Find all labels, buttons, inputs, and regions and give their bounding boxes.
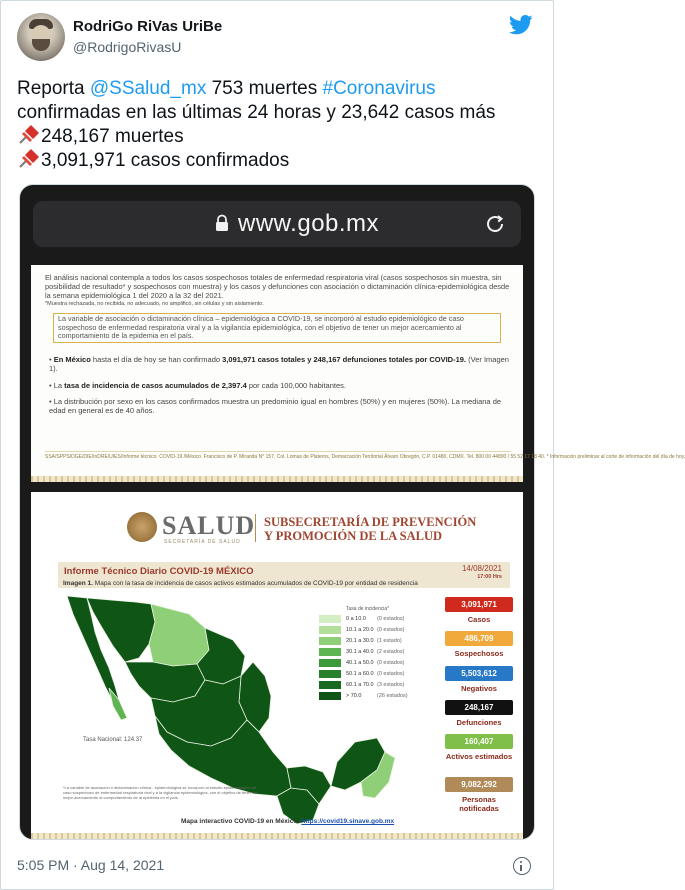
legend-item bbox=[319, 692, 409, 701]
map-link-label: Mapa interactivo COVID-19 en México: bbox=[181, 818, 302, 825]
stat-value: 160,407 bbox=[445, 734, 513, 749]
stat-label: Sospechosos bbox=[454, 649, 504, 658]
legend-count: (0 estados) bbox=[377, 671, 405, 677]
lock-icon bbox=[215, 215, 229, 231]
bold-text: tasa de incidencia de casos acumulados de 2,397.4 bbox=[64, 381, 247, 390]
legend-range: 0 a 10.0 bbox=[346, 616, 366, 622]
report-paragraph: El análisis nacional contempla a todos los casos sospechosos totales de enfermedad respiratoria viral (casos sospechosos sin muestra, sin posibilidad de resultado* y sospechosos con muestra) y los casos y defunciones con asociación o dictaminación clínica-epidemiológica desde la semana epidemiológica 1 del 2020 a la 32 del 2021. bbox=[45, 273, 510, 300]
tweet-text-segment: 753 muertes bbox=[206, 78, 323, 99]
pushpin-icon bbox=[17, 149, 39, 169]
legend-count: (3 estados) bbox=[377, 682, 405, 688]
tweet-line-1 bbox=[17, 77, 542, 101]
legend-count: (0 estados) bbox=[377, 616, 405, 622]
image-caption bbox=[63, 580, 418, 587]
author-name[interactable]: RodriGo RiVas UriBe bbox=[73, 18, 223, 35]
tweet-line-3 bbox=[17, 125, 542, 149]
legend-range: 60.1 a 70.0 bbox=[346, 682, 374, 688]
info-title: Informe Técnico Diario COVID-19 MÉXICO bbox=[64, 566, 254, 577]
stat-label: Casos bbox=[467, 615, 491, 624]
legend-title: Tasa de incidencia* bbox=[346, 606, 390, 612]
tweet-text bbox=[17, 77, 542, 173]
report-page-2 bbox=[31, 492, 523, 839]
legend-swatch bbox=[319, 692, 341, 700]
text-segment: La distribución por sexo en los casos confirmados muestra un predominio igual en hombres (50%) y en mujeres (50%). La mediana de edad en general es de 40 años. bbox=[49, 397, 502, 415]
legend-swatch bbox=[319, 626, 341, 634]
stat-value: 9,082,292 bbox=[445, 777, 513, 792]
decorative-stripe bbox=[31, 833, 523, 839]
legend-swatch bbox=[319, 615, 341, 623]
browser-url: www.gob.mx bbox=[238, 210, 380, 237]
avatar-beard bbox=[32, 39, 50, 51]
legend-item bbox=[319, 681, 409, 690]
stat-notificadas bbox=[445, 777, 513, 813]
info-icon[interactable] bbox=[513, 857, 531, 875]
pushpin-icon bbox=[17, 125, 39, 145]
legend-swatch bbox=[319, 648, 341, 656]
header-divider bbox=[255, 514, 256, 542]
legend-range: 10.1 a 20.0 bbox=[346, 627, 374, 633]
stat-defunciones bbox=[445, 700, 513, 727]
report-bullet-1: • En México hasta el día de hoy se han confirmado 3,091,971 casos totales y 248,167 defunciones totales por COVID-19. (Ver Imagen 1). bbox=[49, 355, 509, 373]
stat-casos bbox=[445, 597, 513, 624]
stat-label: Defunciones bbox=[456, 718, 502, 727]
legend-count: (26 estados) bbox=[377, 693, 408, 699]
salud-subtitle: SECRETARÍA DE SALUD bbox=[164, 539, 241, 545]
salud-seal-icon bbox=[127, 512, 157, 542]
tweet-line-2: confirmadas en las últimas 24 horas y 23,642 casos más bbox=[17, 102, 496, 123]
twitter-bird-icon[interactable] bbox=[509, 15, 533, 35]
tweet-line-4 bbox=[17, 149, 542, 173]
legend-swatch bbox=[319, 637, 341, 645]
legend-range: 20.1 a 30.0 bbox=[346, 638, 374, 644]
info-date: 14/08/2021 bbox=[461, 564, 502, 573]
tweet-media-image[interactable] bbox=[19, 184, 685, 840]
legend-item bbox=[319, 659, 409, 668]
decorative-stripe bbox=[31, 476, 523, 482]
text-segment: La bbox=[53, 381, 65, 390]
legend-range: 30.1 a 40.0 bbox=[346, 649, 374, 655]
report-box: La variable de asociación o dictaminación clínica – epidemiológica a COVID-19, se incorporó al estudio epidemiológico de caso sospechoso de enfermedad respiratoria viral y a la vigilancia epidemiológica, con el objetivo de tener un mejor acercamiento al comportamiento de la epidemia en el país. bbox=[53, 313, 501, 343]
caption-text: Mapa con la tasa de incidencia de casos activos estimados acumulados de COVID-19 por entidad de residencia bbox=[92, 580, 418, 587]
tasa-nacional: Tasa Nacional: 124.37 bbox=[83, 737, 143, 743]
legend-range: > 70.0 bbox=[346, 693, 362, 699]
tweet-timestamp[interactable]: 5:05 PM · Aug 14, 2021 bbox=[17, 857, 165, 873]
legend-item bbox=[319, 615, 409, 624]
stat-value: 248,167 bbox=[445, 700, 513, 715]
legend-count: (1 estado) bbox=[377, 638, 402, 644]
stat-value: 3,091,971 bbox=[445, 597, 513, 612]
bold-text: En México bbox=[53, 355, 91, 364]
legend-swatch bbox=[319, 659, 341, 667]
subsecretaria-title: SUBSECRETARÍA DE PREVENCIÓN Y PROMOCIÓN DE LA SALUD bbox=[264, 515, 477, 543]
stat-activos bbox=[445, 734, 513, 761]
stat-value: 486,709 bbox=[445, 631, 513, 646]
legend-range: 50.1 a 60.0 bbox=[346, 671, 374, 677]
map-note: *La variable de asociación o dictaminación clínica - epidemiológica se incorporó al estudio epidemiológico de caso sospechoso de enfermedad respiratoria viral y a la vigilancia epidemiológica, con el objetivo de tener un mejor acercamiento al comportamiento de la epidemia en el país. bbox=[63, 785, 257, 800]
reload-icon bbox=[483, 212, 507, 236]
cases-text: 3,091,971 casos confirmados bbox=[41, 150, 290, 171]
legend-item bbox=[319, 670, 409, 679]
report-bullet-3: • La distribución por sexo en los casos confirmados muestra un predominio igual en hombres (50%) y en mujeres (50%). La mediana de edad en general es de 40 años. bbox=[49, 397, 502, 415]
stat-sospechosos bbox=[445, 631, 513, 658]
legend-count: (0 estados) bbox=[377, 627, 405, 633]
browser-url-bar bbox=[33, 201, 521, 247]
stat-label: Negativos bbox=[461, 684, 497, 693]
legend-item bbox=[319, 648, 409, 657]
stat-label: Personas notificadas bbox=[459, 795, 499, 813]
report-footnote: *Muestra rechazada, no recibida, no adecuado, no amplificó, sin células y sin aislamiento. bbox=[45, 301, 264, 307]
hashtag-link[interactable]: #Coronavirus bbox=[322, 78, 436, 99]
legend-range: 40.1 a 50.0 bbox=[346, 660, 374, 666]
map-link[interactable]: https://covid19.sinave.gob.mx bbox=[301, 818, 395, 825]
text-segment: por cada 100,000 habitantes. bbox=[246, 381, 346, 390]
stat-negativos bbox=[445, 666, 513, 693]
legend-swatch bbox=[319, 681, 341, 689]
bold-text: 3,091,971 casos totales y 248,167 defunciones totales por COVID-19. bbox=[222, 355, 467, 364]
interactive-map-line bbox=[181, 818, 394, 825]
author-handle[interactable]: @RodrigoRivasU bbox=[73, 39, 182, 55]
legend-item bbox=[319, 626, 409, 635]
legend-item bbox=[319, 637, 409, 646]
report-footer: SSA/SPPS/DGE/DIE/InDRE/UIES/Informe técnico. COVID-19 /México. Francisco de P. Miranda N° 157, Col. Lomas de Plateros, Demarcación Territorial Álvaro Obregón, C.P. 01480, CDMX. Tel. 800 00 44800 / 55 52 17 18 40. * Información preliminar al corte de información del día de hoy. bbox=[45, 451, 511, 464]
deaths-text: 248,167 muertes bbox=[41, 126, 184, 147]
salud-title: SALUD bbox=[162, 511, 256, 540]
text-segment: hasta el día de hoy se han confirmado bbox=[90, 355, 223, 364]
legend-count: (0 estados) bbox=[377, 660, 405, 666]
caption-label: Imagen 1. bbox=[63, 580, 93, 587]
report-bullet-2: • La tasa de incidencia de casos acumulados de 2,397.4 por cada 100,000 habitantes. bbox=[49, 381, 346, 390]
legend-count: (2 estados) bbox=[377, 649, 405, 655]
tweet-text-segment: Reporta bbox=[17, 78, 90, 99]
stat-label: Activos estimados bbox=[445, 752, 513, 761]
info-time: 17:00 Hrs bbox=[477, 574, 502, 580]
mention-link[interactable]: @SSalud_mx bbox=[89, 78, 207, 99]
report-page-1 bbox=[31, 265, 685, 482]
legend-swatch bbox=[319, 670, 341, 678]
text-segment: (Ver Imagen 1). bbox=[49, 355, 509, 373]
avatar[interactable] bbox=[17, 13, 65, 61]
stat-value: 5,503,612 bbox=[445, 666, 513, 681]
